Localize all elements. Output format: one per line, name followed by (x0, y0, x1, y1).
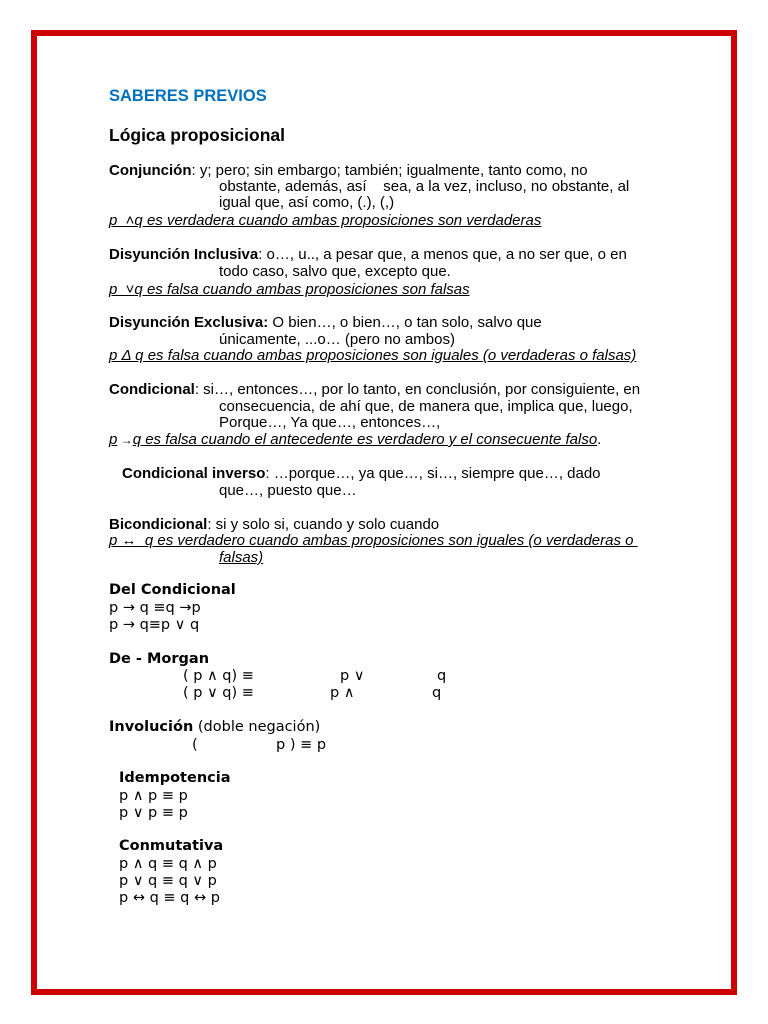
conjuncion-line2: obstante, además, así sea, a la vez, incluso, no obstante, al (219, 178, 630, 195)
condicional-rule-line (109, 431, 601, 449)
involucion-note: (doble negación) (193, 719, 321, 735)
bicondicional-text1: : si y solo si, cuando y solo cuando (207, 516, 440, 533)
conmutativa-eq1: p ∧ q ≡ q ∧ p (119, 856, 217, 872)
condicional-inverso-term: Condicional inverso (122, 465, 266, 482)
condicional-line2: consecuencia, de ahí que, de manera que, implica que, luego, (219, 398, 633, 415)
involucion-eq-a: ( (192, 737, 198, 753)
del-condicional-heading: Del Condicional (109, 582, 236, 598)
disyuncion-inclusiva-rule: p ˅q es falsa cuando ambas proposiciones son falsas (109, 281, 470, 298)
bicondicional-rule2: falsas) (219, 549, 264, 566)
idempotencia-eq2: p ∨ p ≡ p (119, 805, 188, 821)
involucion-eq-b: p ) ≡ p (276, 737, 327, 753)
bicondicional-line1 (109, 516, 439, 533)
del-condicional-eq2: p → q≡p ∨ q (109, 617, 200, 633)
condicional-term: Condicional (109, 381, 195, 398)
conjuncion-text1: : y; pero; sin embargo; también; igualmente, tanto como, no (191, 162, 588, 179)
conmutativa-eq2: p ∨ q ≡ q ∨ p (119, 873, 217, 889)
de-morgan-eq1b: p ∨ (340, 668, 365, 684)
condicional-text1: : si…, entonces…, por lo tanto, en conclusión, por consiguiente, en (194, 381, 641, 398)
disyuncion-exclusiva-line1 (109, 314, 542, 331)
disyuncion-inclusiva-line1 (109, 246, 627, 263)
condicional-line3: Porque…, Ya que…, entonces…, (219, 414, 441, 431)
condicional-inverso-text1: : …porque…, ya que…, si…, siempre que…, dado (265, 465, 601, 482)
condicional-inverso-line1 (122, 465, 601, 482)
conjuncion-rule: p ˄q es verdadera cuando ambas proposiciones son verdaderas (109, 212, 542, 229)
del-condicional-eq1: p → q ≡q →p (109, 600, 201, 616)
bicondicional-term: Bicondicional (109, 516, 208, 533)
idempotencia-heading: Idempotencia (119, 770, 231, 786)
idempotencia-eq1: p ∧ p ≡ p (119, 788, 188, 804)
disyuncion-inclusiva-term: Disyunción Inclusiva (109, 246, 259, 263)
disyuncion-exclusiva-term: Disyunción Exclusiva: (109, 314, 269, 331)
page-subtitle: Lógica proposicional (109, 125, 285, 145)
arrow-icon: → (117, 433, 133, 447)
disyuncion-inclusiva-line2: todo caso, salvo que, excepto que. (219, 263, 451, 280)
section-title: SABERES PREVIOS (109, 87, 267, 105)
involucion-heading-line (109, 719, 320, 736)
conjuncion-line3: igual que, así como, (.), (,) (219, 194, 395, 211)
de-morgan-heading: De - Morgan (109, 651, 210, 667)
conjuncion-term: Conjunción (109, 162, 192, 179)
de-morgan-eq2c: q (432, 685, 442, 701)
disyuncion-exclusiva-text1: O bien…, o bien…, o tan solo, salvo que (268, 314, 542, 331)
de-morgan-eq2a: ( p ∨ q) ≡ (183, 685, 254, 701)
condicional-rule-end: . (597, 431, 602, 448)
disyuncion-inclusiva-text1: : o…, u.., a pesar que, a menos que, a no ser que, o en (258, 246, 627, 263)
condicional-rule-p: p (109, 431, 118, 448)
involucion-heading: Involución (109, 719, 194, 735)
condicional-inverso-line2: que…, puesto que… (219, 482, 357, 499)
condicional-rule: q es falsa cuando el antecedente es verdadero y el consecuente falso (132, 431, 598, 448)
conmutativa-heading: Conmutativa (119, 838, 224, 854)
disyuncion-exclusiva-line2: únicamente, ...o… (pero no ambos) (219, 331, 455, 348)
de-morgan-eq2b: p ∧ (330, 685, 355, 701)
bicondicional-rule1: p ↔ q es verdadero cuando ambas proposiciones son iguales (o verdaderas o (109, 532, 638, 549)
conmutativa-eq3: p ↔ q ≡ q ↔ p (119, 890, 220, 906)
disyuncion-exclusiva-rule: p Δ q es falsa cuando ambas proposiciones son iguales (o verdaderas o falsas) (109, 347, 637, 364)
condicional-line1 (109, 381, 640, 398)
de-morgan-eq1a: ( p ∧ q) ≡ (183, 668, 254, 684)
conjuncion-line1 (109, 162, 588, 179)
de-morgan-eq1c: q (437, 668, 447, 684)
